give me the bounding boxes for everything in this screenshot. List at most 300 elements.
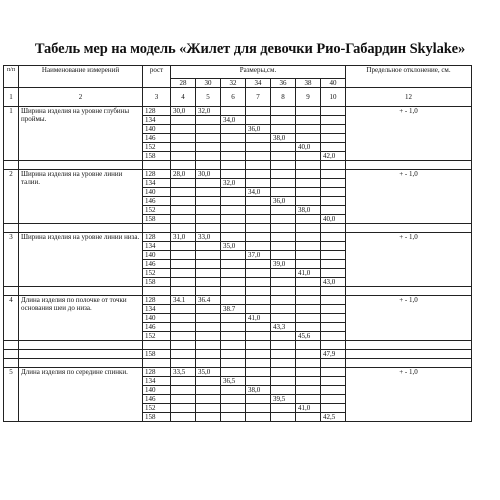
tolerance-cell: + - 1,0 [346,170,472,224]
tolerance-cell [346,350,472,359]
value-cell [196,332,221,341]
value-cell: 32,0 [221,179,246,188]
gap-cell [296,359,321,368]
value-cell [246,395,271,404]
value-cell [296,242,321,251]
value-cell [321,179,346,188]
value-cell [196,395,221,404]
gap-cell [143,224,171,233]
value-cell [221,188,246,197]
column-number-cell: 5 [196,88,221,107]
value-cell [196,179,221,188]
value-cell [171,323,196,332]
value-cell [221,206,246,215]
gap-cell [346,287,472,296]
value-cell [221,296,246,305]
value-cell [321,377,346,386]
gap-cell [4,287,19,296]
value-cell [246,179,271,188]
value-cell [171,116,196,125]
gap-cell [196,359,221,368]
value-cell: 33,0 [196,233,221,242]
value-cell [196,278,221,287]
column-number-cell: 3 [143,88,171,107]
gap-cell [171,161,196,170]
value-cell [221,413,246,422]
value-cell [246,233,271,242]
gap-cell [346,161,472,170]
value-cell: 47,9 [321,350,346,359]
measurement-name [19,350,143,359]
value-cell [271,413,296,422]
value-cell [321,368,346,377]
value-cell: 43,0 [321,278,346,287]
value-cell: 39,5 [271,395,296,404]
value-cell [321,305,346,314]
value-cell [271,179,296,188]
value-cell [171,314,196,323]
value-cell [271,206,296,215]
value-cell [321,395,346,404]
height-cell: 146 [143,197,171,206]
height-cell: 152 [143,332,171,341]
gap-cell [143,341,171,350]
measurement-name: Ширина изделия на уровне линии низа. [19,233,143,287]
value-cell [271,143,296,152]
value-cell [271,377,296,386]
value-cell [271,233,296,242]
gap-cell [221,341,246,350]
gap-cell [19,161,143,170]
gap-cell [221,359,246,368]
value-cell [171,404,196,413]
column-number-cell: 10 [321,88,346,107]
height-cell: 140 [143,188,171,197]
gap-cell [19,341,143,350]
value-cell [246,269,271,278]
value-cell [221,251,246,260]
value-cell [296,170,321,179]
value-cell [196,134,221,143]
gap-cell [171,359,196,368]
table-body [4,66,472,422]
height-cell: 158 [143,215,171,224]
value-cell [171,143,196,152]
value-cell [221,269,246,278]
value-cell [246,404,271,413]
value-cell [171,197,196,206]
section-number: 2 [4,170,19,224]
value-cell [221,125,246,134]
value-cell [296,188,321,197]
value-cell [296,260,321,269]
value-cell: 40,0 [296,143,321,152]
gap-cell [196,287,221,296]
tolerance-cell: + - 1,0 [346,368,472,422]
value-cell [196,152,221,161]
value-cell [321,251,346,260]
gap-cell [4,359,19,368]
value-cell [221,134,246,143]
value-cell: 39,0 [271,260,296,269]
value-cell [196,413,221,422]
value-cell [221,395,246,404]
value-cell: 37,0 [246,251,271,260]
height-cell: 158 [143,278,171,287]
gap-cell [271,161,296,170]
tolerance-cell: + - 1,0 [346,233,472,287]
value-cell [246,170,271,179]
value-cell: 36,0 [246,125,271,134]
gap-cell [296,341,321,350]
value-cell [321,296,346,305]
header-num: п/п [4,66,19,88]
gap-cell [321,224,346,233]
value-cell [196,125,221,134]
value-cell [221,170,246,179]
gap-cell [143,359,171,368]
size-header-34: 34 [246,79,271,88]
value-cell [271,215,296,224]
value-cell [196,350,221,359]
header-name: Наименование измерений [19,66,143,88]
value-cell: 41,0 [296,404,321,413]
gap-cell [271,224,296,233]
column-number-cell: 9 [296,88,321,107]
value-cell: 42,0 [321,152,346,161]
gap-cell [321,161,346,170]
value-cell [271,386,296,395]
gap-cell [246,161,271,170]
value-cell: 35,0 [196,368,221,377]
value-cell: 45,6 [296,332,321,341]
value-cell [196,260,221,269]
value-cell [296,107,321,116]
value-cell [221,215,246,224]
gap-cell [143,287,171,296]
value-cell [271,152,296,161]
table-row [4,170,472,179]
value-cell [321,314,346,323]
value-cell [246,152,271,161]
value-cell [321,233,346,242]
value-cell [321,107,346,116]
value-cell [246,242,271,251]
gap-cell [171,287,196,296]
gap-cell [346,359,472,368]
gap-cell [19,287,143,296]
value-cell [271,404,296,413]
value-cell [296,197,321,206]
value-cell [321,125,346,134]
value-cell [271,314,296,323]
value-cell [171,125,196,134]
gap-cell [171,341,196,350]
value-cell [246,377,271,386]
value-cell [171,386,196,395]
value-cell [196,404,221,413]
gap-cell [4,224,19,233]
value-cell: 34.1 [171,296,196,305]
value-cell [296,152,321,161]
gap-cell [143,161,171,170]
tolerance-cell: + - 1,0 [346,296,472,341]
value-cell [196,143,221,152]
value-cell [246,107,271,116]
header-sizes: Размеры,см. [171,66,346,79]
tolerance-cell: + - 1,0 [346,107,472,161]
height-cell: 134 [143,377,171,386]
height-cell: 152 [143,143,171,152]
size-header-40: 40 [321,79,346,88]
column-number-cell: 8 [271,88,296,107]
value-cell [171,134,196,143]
height-cell: 158 [143,413,171,422]
value-cell: 38,0 [271,134,296,143]
value-cell: 32,0 [196,107,221,116]
table-row [4,107,472,116]
height-cell: 140 [143,314,171,323]
value-cell [246,116,271,125]
value-cell [196,323,221,332]
value-cell [221,314,246,323]
value-cell [321,134,346,143]
value-cell: 33,5 [171,368,196,377]
gap-cell [246,287,271,296]
value-cell: 43,3 [271,323,296,332]
gap-cell [321,359,346,368]
gap-cell [296,224,321,233]
value-cell [196,215,221,224]
value-cell [321,188,346,197]
value-cell [246,350,271,359]
value-cell [296,368,321,377]
value-cell [246,215,271,224]
gap-cell [296,287,321,296]
gap-cell [321,341,346,350]
value-cell [271,332,296,341]
value-cell [171,413,196,422]
header-row-1 [4,66,472,79]
column-number-cell: 1 [4,88,19,107]
value-cell: 41,0 [246,314,271,323]
value-cell [246,134,271,143]
value-cell [221,386,246,395]
value-cell [171,251,196,260]
value-cell [171,152,196,161]
value-cell [221,152,246,161]
value-cell [246,305,271,314]
section-gap [4,161,472,170]
gap-cell [4,341,19,350]
value-cell [221,233,246,242]
value-cell: 36.4 [196,296,221,305]
value-cell [271,107,296,116]
height-cell: 128 [143,233,171,242]
value-cell [221,368,246,377]
height-cell: 128 [143,368,171,377]
value-cell [321,260,346,269]
value-cell: 40,0 [321,215,346,224]
value-cell [296,377,321,386]
value-cell: 38,0 [246,386,271,395]
section-gap [4,359,472,368]
height-cell: 158 [143,350,171,359]
height-cell: 158 [143,152,171,161]
table-row [4,233,472,242]
value-cell [296,386,321,395]
value-cell [196,251,221,260]
value-cell [296,305,321,314]
value-cell [171,206,196,215]
value-cell [171,215,196,224]
value-cell: 28,0 [171,170,196,179]
section-gap [4,224,472,233]
column-number-cell: 7 [246,88,271,107]
value-cell [221,260,246,269]
section-gap [4,341,472,350]
column-number-cell: 4 [171,88,196,107]
value-cell [296,251,321,260]
value-cell [321,206,346,215]
gap-cell [19,224,143,233]
gap-cell [271,287,296,296]
value-cell [246,368,271,377]
height-cell: 134 [143,116,171,125]
document-title: Табель мер на модель «Жилет для девочки Рио-Габардин Skylake» [34,41,466,57]
gap-cell [246,224,271,233]
value-cell: 34,0 [246,188,271,197]
table-row [4,368,472,377]
height-cell: 134 [143,242,171,251]
value-cell [196,377,221,386]
gap-cell [221,224,246,233]
section-number: 3 [4,233,19,287]
value-cell [221,332,246,341]
value-cell [321,116,346,125]
measurement-name: Длина изделия по полочке от точки основания шеи до низа. [19,296,143,341]
value-cell: 42,5 [321,413,346,422]
gap-cell [221,161,246,170]
value-cell [296,395,321,404]
value-cell [321,386,346,395]
column-number-cell: 2 [19,88,143,107]
value-cell [271,251,296,260]
height-cell: 128 [143,107,171,116]
value-cell: 30,0 [196,170,221,179]
measurement-name: Ширина изделия на уровне линии талии. [19,170,143,224]
value-cell [271,350,296,359]
value-cell: 30,0 [171,107,196,116]
value-cell [296,296,321,305]
value-cell [296,233,321,242]
value-cell [221,197,246,206]
value-cell [221,143,246,152]
value-cell [296,116,321,125]
height-cell: 140 [143,125,171,134]
gap-cell [246,341,271,350]
value-cell [221,278,246,287]
value-cell [296,278,321,287]
section-gap [4,287,472,296]
value-cell [296,215,321,224]
height-cell: 146 [143,134,171,143]
value-cell [321,323,346,332]
value-cell [321,404,346,413]
gap-cell [296,161,321,170]
table-row [4,350,472,359]
value-cell [246,413,271,422]
value-cell [296,350,321,359]
value-cell [221,323,246,332]
value-cell [171,350,196,359]
value-cell [321,269,346,278]
size-header-28: 28 [171,79,196,88]
height-cell: 140 [143,251,171,260]
value-cell [271,116,296,125]
gap-cell [271,341,296,350]
gap-cell [196,341,221,350]
gap-cell [321,287,346,296]
column-number-cell: 6 [221,88,246,107]
height-cell: 140 [143,386,171,395]
column-number-cell: 12 [346,88,472,107]
value-cell [271,242,296,251]
height-cell: 128 [143,296,171,305]
gap-cell [221,287,246,296]
height-cell: 134 [143,305,171,314]
value-cell [196,269,221,278]
value-cell [246,296,271,305]
height-cell: 146 [143,260,171,269]
value-cell [196,242,221,251]
height-cell: 152 [143,206,171,215]
gap-cell [196,161,221,170]
gap-cell [246,359,271,368]
value-cell [271,170,296,179]
size-header-30: 30 [196,79,221,88]
value-cell [321,332,346,341]
size-header-36: 36 [271,79,296,88]
value-cell [171,278,196,287]
value-cell [246,206,271,215]
value-cell [246,197,271,206]
value-cell [296,314,321,323]
value-cell [171,395,196,404]
value-cell [296,134,321,143]
gap-cell [346,224,472,233]
height-cell: 152 [143,269,171,278]
value-cell: 38.7 [221,305,246,314]
height-cell: 152 [143,404,171,413]
value-cell: 31,0 [171,233,196,242]
value-cell [221,404,246,413]
height-cell: 128 [143,170,171,179]
value-cell [171,260,196,269]
height-cell: 146 [143,323,171,332]
value-cell [246,332,271,341]
height-cell: 134 [143,179,171,188]
value-cell [246,143,271,152]
value-cell [271,125,296,134]
value-cell [196,386,221,395]
value-cell [171,188,196,197]
value-cell [246,260,271,269]
value-cell [271,368,296,377]
value-cell: 36,0 [271,197,296,206]
value-cell [271,278,296,287]
value-cell [271,188,296,197]
